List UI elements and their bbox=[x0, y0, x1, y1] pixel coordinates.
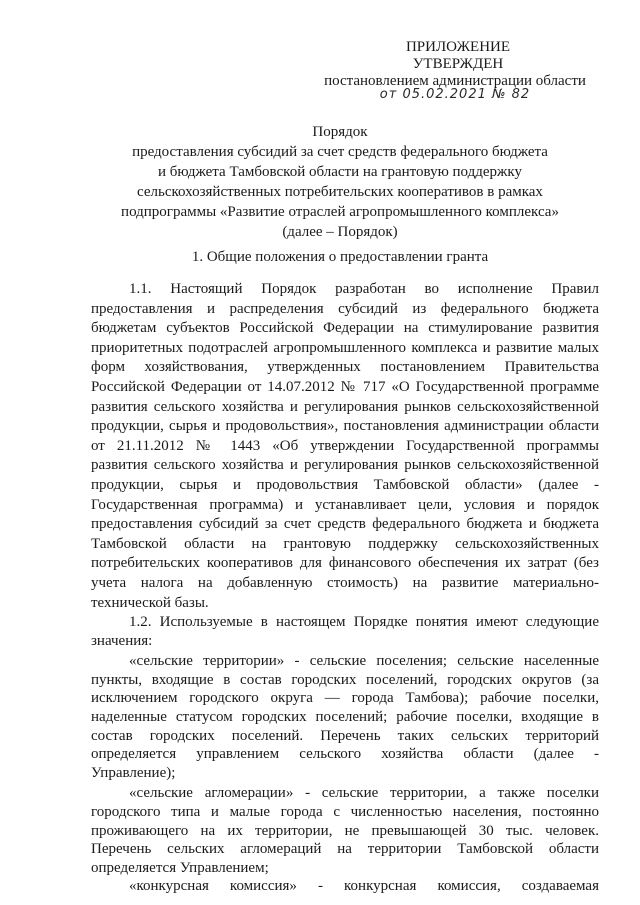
definition-competition-commission bbox=[91, 877, 599, 896]
text-line: развития сельского хозяйства и регулирования рынков сельскохозяйственной bbox=[91, 457, 599, 474]
text-line: Перечень сельских агломераций на территории Тамбовской области bbox=[91, 841, 599, 858]
text-line: Российской Федерации от 14.07.2012 № 717 «О Государственной программе bbox=[91, 378, 599, 395]
text-line: технической базы. bbox=[91, 594, 209, 611]
text-line: 1.1. Настоящий Порядок разработан во исполнение Правил bbox=[129, 281, 599, 297]
document-title bbox=[100, 122, 580, 242]
text-line: 1.2. Используемые в настоящем Порядке понятия имеют следующие bbox=[129, 614, 599, 631]
text-line: потребительских кооперативов для финансового обеспечения их затрат (без bbox=[91, 555, 599, 572]
text-line: «сельские агломерации» - сельские территории, а также поселки bbox=[129, 785, 599, 802]
text-line: состав городских поселений. Перечень таких сельских территорий bbox=[91, 727, 599, 744]
document-body bbox=[91, 280, 599, 896]
title-line: сельскохозяйственных потребительских кооперативов в рамках bbox=[137, 184, 543, 200]
text-line: Тамбовской области на грантовую поддержку сельскохозяйственных bbox=[91, 535, 599, 552]
text-line: бюджетам субъектов Российской Федерации на стимулирование развития bbox=[91, 320, 599, 337]
text-line: приоритетных подотраслей агропромышленного комплекса и развитие малых bbox=[91, 339, 599, 356]
text-line: определяется Управлением; bbox=[91, 859, 269, 876]
text-line: городского типа и малые города с численностью населения, постоянно bbox=[91, 804, 599, 821]
text-line: исключением городского округа — города Тамбова); рабочие поселки, bbox=[91, 690, 599, 707]
text-line: Государственная программа) и устанавливает цели, условия и порядок bbox=[91, 496, 599, 513]
text-line: наделенные статусом городских поселений; рабочие поселки, входящие в bbox=[91, 709, 599, 726]
text-line: развития сельского хозяйства и регулирования рынков сельскохозяйственной bbox=[91, 398, 599, 415]
text-line: пункты, входящие в состав городских поселений, городских округов (за bbox=[91, 671, 599, 688]
text-line: определяется управлением сельского хозяйства области (далее - bbox=[91, 746, 599, 763]
approved-label: УТВЕРЖДЕН bbox=[412, 56, 504, 72]
text-line: продукции, сырья и продовольствия Тамбовской области» (далее - bbox=[91, 476, 599, 493]
text-line: предоставления субсидий за счет средств федерального бюджета и бюджета bbox=[91, 516, 599, 533]
text-line: от 21.11.2012 № 1443 «Об утверждении Государственной программы bbox=[91, 437, 599, 454]
approved-by-line: постановлением администрации области bbox=[324, 73, 586, 89]
text-line: Управление); bbox=[91, 764, 176, 781]
paragraph-1-1 bbox=[91, 280, 599, 613]
definition-rural-territories bbox=[91, 652, 599, 782]
title-line: предоставления субсидий за счет средств федерального бюджета bbox=[132, 144, 548, 160]
paragraph-1-2 bbox=[91, 613, 599, 650]
appendix-label: ПРИЛОЖЕНИЕ bbox=[405, 39, 511, 55]
text-line: «конкурсная комиссия» - конкурсная комиссия, создаваемая bbox=[129, 878, 599, 895]
title-line: подпрограммы «Развитие отраслей агропромышленного комплекса» bbox=[121, 204, 559, 220]
definition-rural-agglomerations bbox=[91, 784, 599, 877]
text-line: продукции, сырья и продовольствия», постановления администрации области bbox=[91, 418, 599, 435]
text-line: форм хозяйствования, утвержденных постановлением Правительства bbox=[91, 359, 599, 376]
text-line: проживающего на их территории, не превышающей 30 тыс. человек. bbox=[91, 822, 599, 839]
title-heading: Порядок bbox=[312, 124, 368, 140]
title-line: и бюджета Тамбовской области на грантовую поддержку bbox=[158, 164, 522, 180]
text-line: значения: bbox=[91, 632, 153, 649]
section-heading: 1. Общие положения о предоставлении гранта bbox=[191, 249, 489, 265]
text-line: предоставления и распределения субсидий из федерального бюджета bbox=[91, 300, 599, 317]
title-line: (далее – Порядок) bbox=[282, 224, 398, 240]
handwritten-date-number: от 05.02.2021 № 82 bbox=[379, 87, 531, 102]
text-line: учета налога на добавленную стоимость) на развитие материально- bbox=[91, 574, 599, 591]
text-line: «сельские территории» - сельские поселения; сельские населенные bbox=[129, 653, 599, 670]
